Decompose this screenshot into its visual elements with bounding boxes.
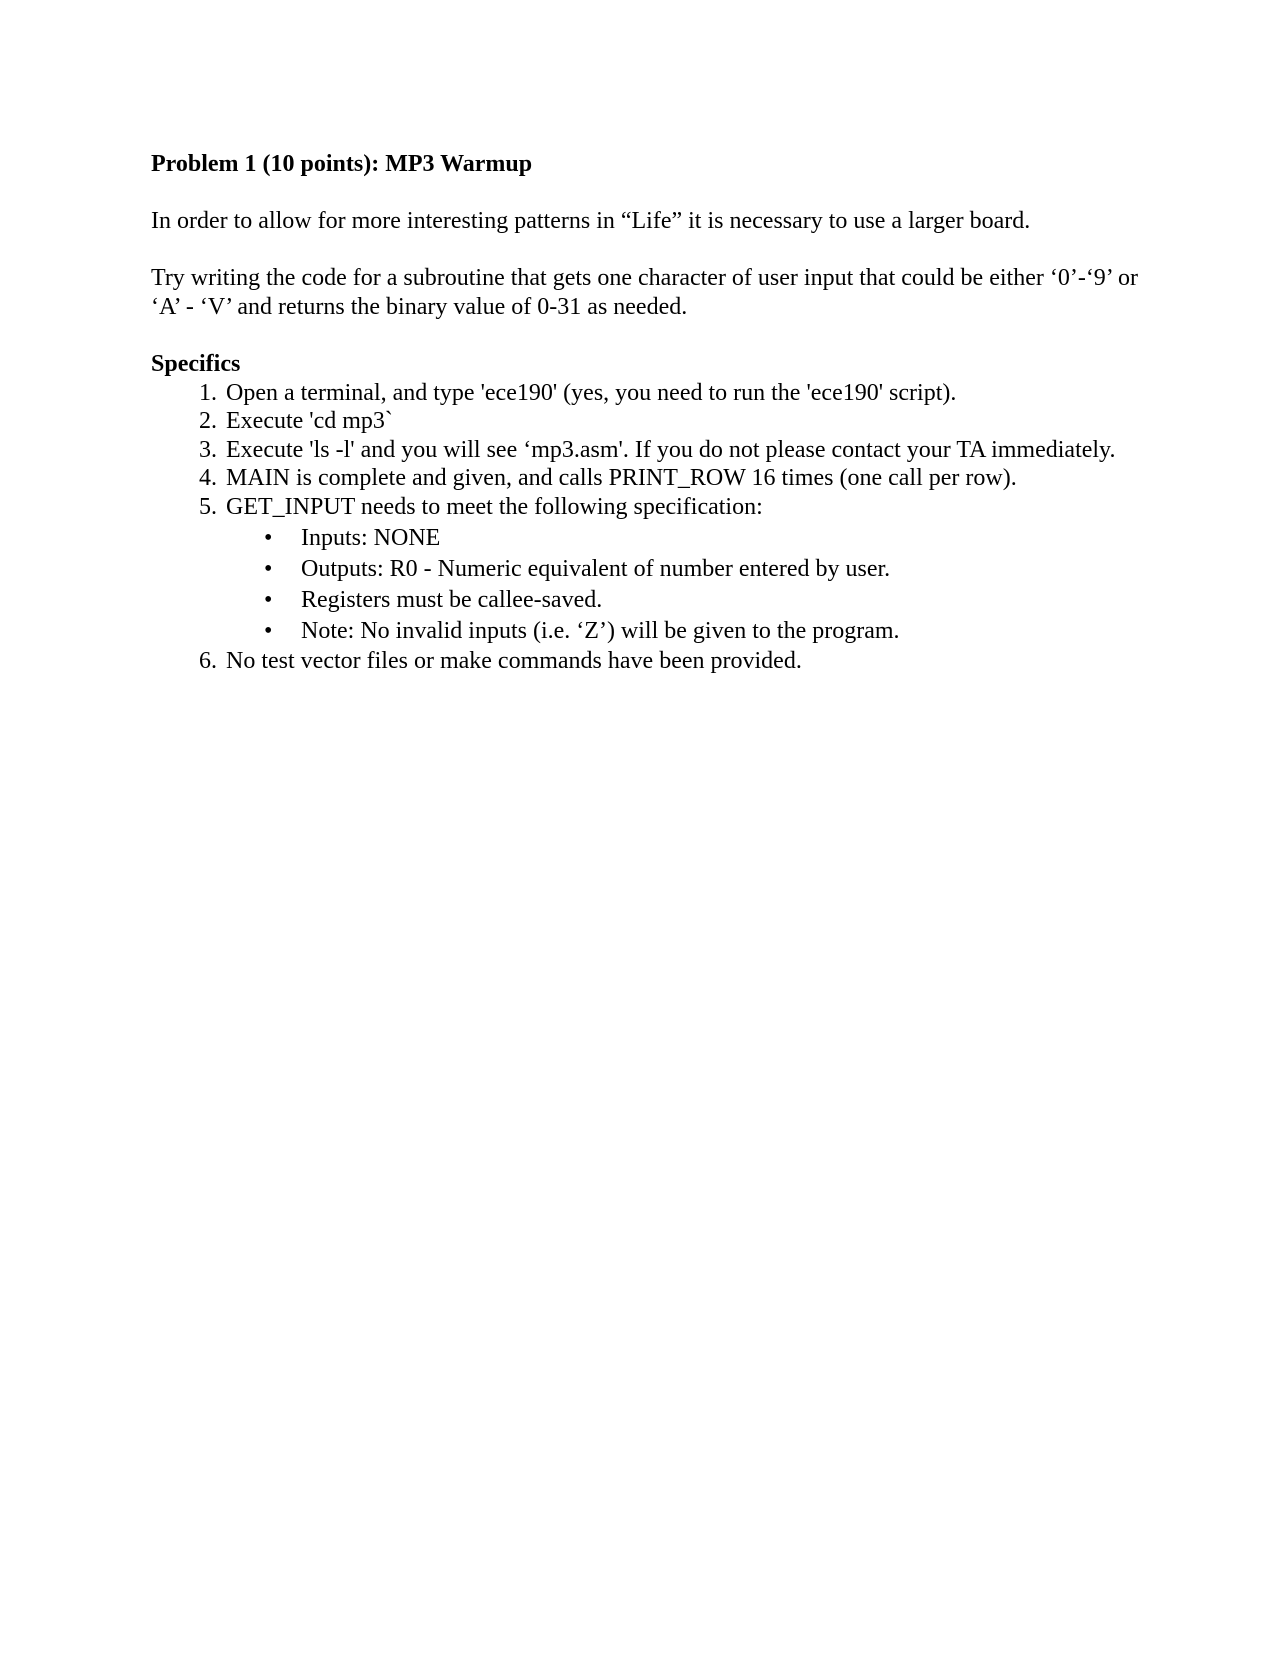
- list-number: 4.: [199, 465, 217, 491]
- list-item: [151, 493, 1141, 648]
- sub-bullet-item: [226, 585, 1141, 616]
- list-number: 6.: [199, 648, 217, 674]
- list-number: 2.: [199, 408, 217, 434]
- sub-bullet-list: [226, 523, 1141, 647]
- list-item-text: Open a terminal, and type 'ece190' (yes, you need to run the 'ece190' script).: [226, 379, 957, 406]
- task-paragraph: Try writing the code for a subroutine that gets one character of user input that could be either ‘0’-‘9’ or ‘A’ - ‘V’ and returns the binary value of 0-31 as needed.: [151, 265, 1139, 320]
- bullet-icon: •: [264, 618, 273, 644]
- sub-bullet-text: Outputs: R0 - Numeric equivalent of number entered by user.: [301, 556, 891, 582]
- list-number: 1.: [199, 379, 217, 406]
- sub-bullet-item: [226, 616, 1141, 647]
- list-item-text: Execute 'ls -l' and you will see ‘mp3.asm'. If you do not please contact your TA immediately.: [226, 436, 1116, 463]
- list-item: [151, 647, 1141, 676]
- sub-bullet-item: [226, 523, 1141, 554]
- list-item-text: GET_INPUT needs to meet the following specification:: [226, 493, 763, 520]
- list-number: 3.: [199, 436, 217, 463]
- document-content: [151, 150, 1141, 676]
- specifics-list: [151, 379, 1141, 676]
- bullet-icon: •: [264, 587, 273, 613]
- sub-bullet-text: Note: No invalid inputs (i.e. ‘Z’) will be given to the program.: [301, 618, 900, 644]
- list-item-text: No test vector files or make commands have been provided.: [226, 648, 802, 674]
- sub-bullet-item: [226, 554, 1141, 585]
- sub-bullet-text: Registers must be callee-saved.: [301, 587, 603, 613]
- list-item: [151, 407, 1141, 436]
- list-item: [151, 436, 1141, 465]
- list-item: [151, 464, 1141, 493]
- sub-bullet-text: Inputs: NONE: [301, 525, 441, 551]
- intro-paragraph: In order to allow for more interesting patterns in “Life” it is necessary to use a larger board.: [151, 207, 1031, 234]
- list-number: 5.: [199, 493, 217, 520]
- bullet-icon: •: [264, 525, 273, 551]
- list-item-text: MAIN is complete and given, and calls PRINT_ROW 16 times (one call per row).: [226, 465, 1017, 491]
- list-item: [151, 379, 1141, 408]
- problem-title: Problem 1 (10 points): MP3 Warmup: [151, 151, 533, 177]
- bullet-icon: •: [264, 556, 273, 582]
- specifics-heading: Specifics: [151, 351, 241, 377]
- list-item-text: Execute 'cd mp3`: [226, 408, 393, 434]
